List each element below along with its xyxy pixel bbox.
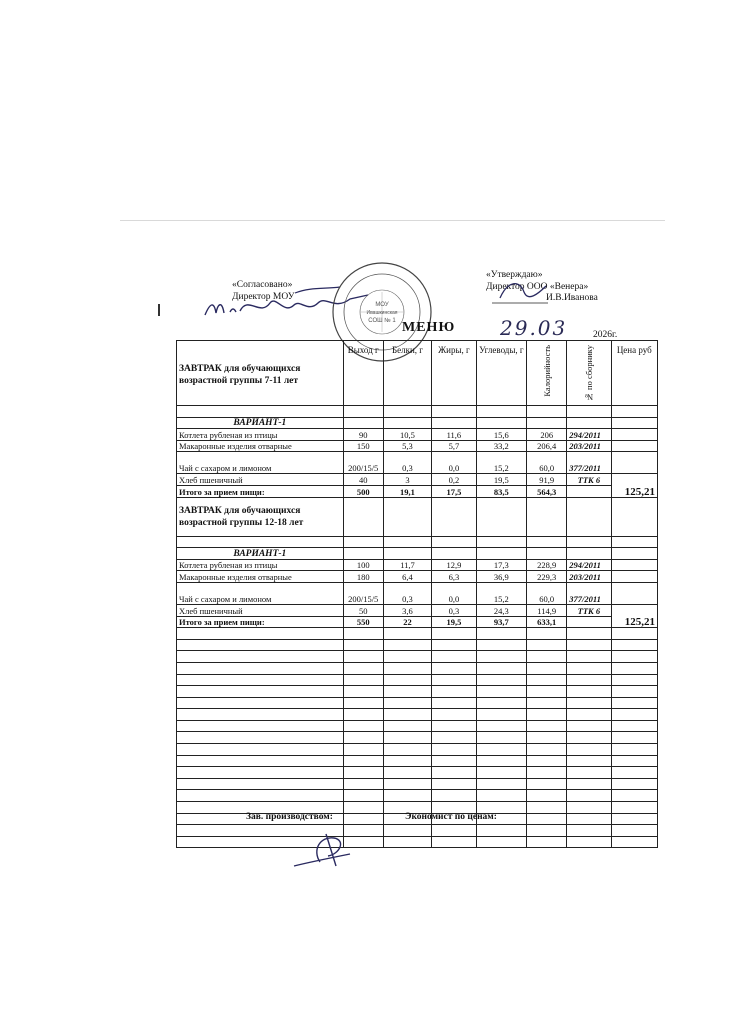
- table-row: [177, 548, 658, 560]
- menu-table-wrapper: [176, 340, 658, 810]
- col-price: Цена руб: [611, 341, 657, 406]
- col-carbs: Углеводы, г: [476, 341, 527, 406]
- svg-text:Ивашкинская: Ивашкинская: [366, 310, 398, 316]
- menu-table: [176, 340, 658, 848]
- col-recipe: № по сборнику: [583, 345, 594, 403]
- table-row: Чай с сахаром и лимоном 200/15/5 0,3 0,0 15,2 60,0 377/2011: [177, 582, 658, 604]
- table-row-empty: [177, 697, 658, 709]
- scan-edge-mark: [158, 304, 160, 316]
- col-protein: Белки, г: [383, 341, 432, 406]
- group2-variant: ВАРИАНТ-1: [177, 548, 344, 560]
- scan-border-line: [120, 220, 665, 221]
- table-row-empty: [177, 755, 658, 767]
- table-row-empty: [177, 709, 658, 721]
- group1-title: ЗАВТРАК для обучающихся возрастной группы 7-11 лет: [177, 341, 344, 406]
- page-title: МЕНЮ: [402, 320, 456, 335]
- table-row: Хлеб пшеничный 50 3,6 0,3 24,3 114,9 ТТК 6 125,21: [177, 604, 658, 616]
- table-row: [177, 417, 658, 429]
- group1-price: 125,21: [611, 474, 657, 497]
- group1-variant: ВАРИАНТ-1: [177, 417, 344, 429]
- group2-price: 125,21: [611, 604, 657, 627]
- table-row-empty: [177, 732, 658, 744]
- approval-left-title: «Согласовано»: [232, 280, 293, 290]
- table-row-empty: [177, 662, 658, 674]
- approval-left-position: Директор МОУ: [232, 292, 295, 302]
- table-row: Макаронные изделия отварные 150 5,3 5,7 33,2 206,4 203/2011: [177, 440, 658, 452]
- table-row-empty: [177, 825, 658, 837]
- table-row-empty: [177, 744, 658, 756]
- table-row: Макаронные изделия отварные 180 6,4 6,3 36,9 229,3 203/2011: [177, 571, 658, 583]
- table-row-empty: [177, 674, 658, 686]
- table-row-empty: [177, 720, 658, 732]
- footer-signature-icon: [290, 828, 360, 873]
- table-row: Котлета рубленая из птицы 100 11,7 12,9 17,3 228,9 294/2011: [177, 559, 658, 571]
- approval-right-position: Директор ООО «Венера»: [486, 282, 589, 292]
- group2-title: ЗАВТРАК для обучающихся возрастной группы 12-18 лет: [177, 497, 344, 536]
- table-row-empty: [177, 767, 658, 779]
- col-calories: Калорийность: [541, 345, 552, 397]
- table-row-total: Итого за прием пищи: 550 22 19,5 93,7 633,1: [177, 616, 658, 628]
- table-header: [177, 341, 658, 406]
- svg-text:МОУ: МОУ: [375, 302, 389, 308]
- table-row-empty: [177, 639, 658, 651]
- footer-production: Зав. производством:: [246, 812, 333, 822]
- table-row-empty: [177, 778, 658, 790]
- handwritten-date: 29.03: [500, 316, 568, 340]
- table-row: [177, 497, 658, 536]
- table-row-empty: [177, 790, 658, 802]
- col-fat: Жиры, г: [432, 341, 476, 406]
- svg-text:СОШ № 1: СОШ № 1: [368, 318, 396, 324]
- table-row-empty: [177, 628, 658, 640]
- table-row: [177, 406, 658, 418]
- footer-economist: Экономист по ценам:: [405, 812, 497, 822]
- approval-right-title: «Утверждаю»: [486, 270, 543, 280]
- year-label: 2026г.: [593, 330, 618, 340]
- table-row: Котлета рубленая из птицы 90 10,5 11,6 15,6 206 294/2011: [177, 429, 658, 441]
- table-row-total: Итого за прием пищи: 500 19,1 17,5 83,5 564,3: [177, 485, 658, 497]
- table-row-empty: [177, 651, 658, 663]
- table-row-empty: [177, 836, 658, 848]
- col-output: Выход г: [343, 341, 383, 406]
- table-row: Хлеб пшеничный 40 3 0,2 19,5 91,9 ТТК 6 125,21: [177, 474, 658, 486]
- approval-right-name: И.В.Иванова: [546, 293, 598, 303]
- right-signature-icon: [490, 276, 550, 306]
- table-row-empty: [177, 686, 658, 698]
- table-row: [177, 536, 658, 548]
- table-row: Чай с сахаром и лимоном 200/15/5 0,3 0,0 15,2 60,0 377/2011: [177, 452, 658, 474]
